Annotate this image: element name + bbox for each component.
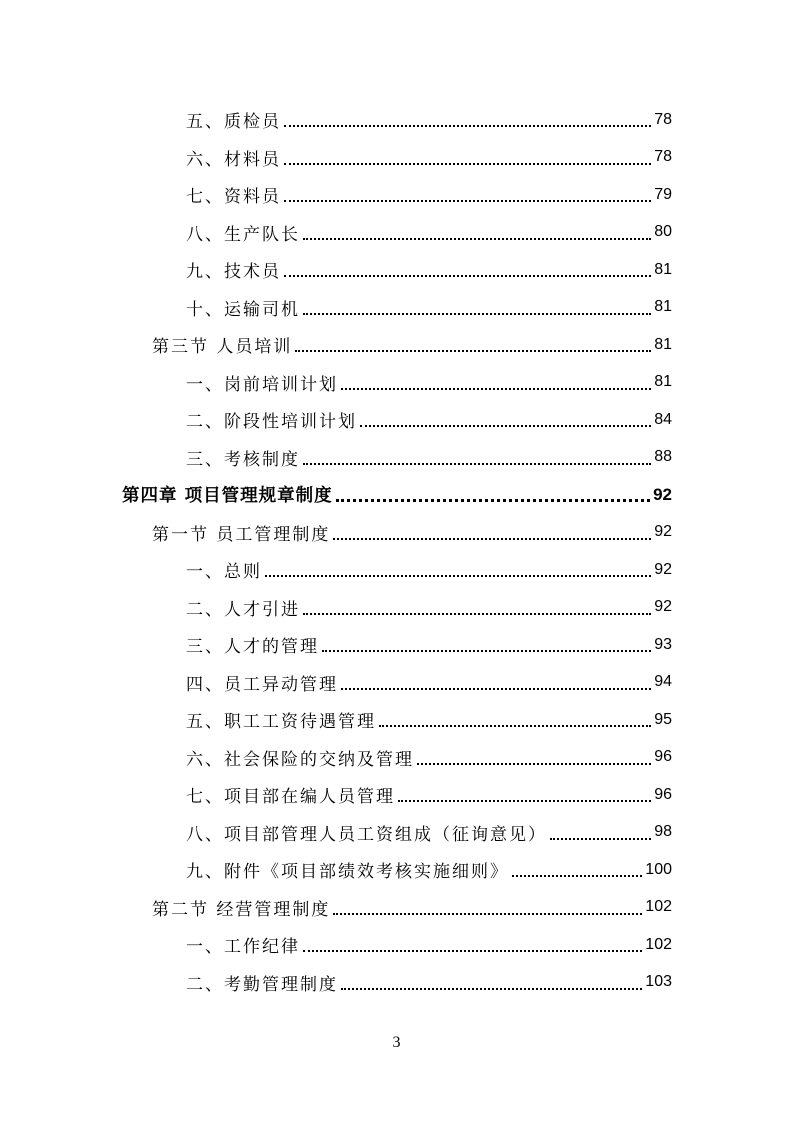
toc-dot-leader xyxy=(512,874,642,877)
toc-entry-page: 79 xyxy=(654,185,672,203)
toc-dot-leader xyxy=(284,162,651,165)
toc-entry-page: 81 xyxy=(654,373,672,391)
toc-dot-leader xyxy=(398,799,651,802)
toc-entry-page: 92 xyxy=(654,523,672,541)
toc-entry-page: 78 xyxy=(654,148,672,166)
toc-dot-leader xyxy=(336,498,650,502)
toc-entry-title: 二、阶段性培训计划 xyxy=(186,412,357,433)
toc-entry-title: 四、员工异动管理 xyxy=(186,674,338,695)
toc-entry[interactable] xyxy=(0,401,793,439)
toc-dot-leader xyxy=(303,462,651,465)
toc-entry-page: 88 xyxy=(654,448,672,466)
toc-entry-page: 94 xyxy=(654,673,672,691)
toc-entry[interactable] xyxy=(0,626,793,664)
toc-entry-title: 一、岗前培训计划 xyxy=(186,374,338,395)
toc-entry-title: 八、项目部管理人员工资组成（征询意见） xyxy=(186,824,547,845)
toc-entry-page: 95 xyxy=(654,710,672,728)
toc-entry-title: 第三节 人员培训 xyxy=(152,337,293,358)
toc-entry-title: 六、材料员 xyxy=(186,149,281,170)
toc-dot-leader xyxy=(341,987,642,990)
toc-entry[interactable] xyxy=(0,964,793,1002)
toc-dot-leader xyxy=(360,424,651,427)
toc-entry[interactable] xyxy=(0,589,793,627)
toc-entry[interactable] xyxy=(0,101,793,139)
toc-entry-title: 九、附件《项目部绩效考核实施细则》 xyxy=(186,862,509,883)
toc-entry-title: 十、运输司机 xyxy=(186,299,300,320)
toc-dot-leader xyxy=(303,949,642,952)
toc-entry[interactable] xyxy=(0,176,793,214)
toc-entry-title: 五、质检员 xyxy=(186,112,281,133)
toc-entry-title: 一、工作纪律 xyxy=(186,937,300,958)
toc-dot-leader xyxy=(322,649,651,652)
toc-entry-page: 81 xyxy=(654,335,672,353)
toc-dot-leader xyxy=(303,612,651,615)
toc-entry[interactable] xyxy=(0,214,793,252)
toc-dot-leader xyxy=(417,762,651,765)
toc-section-entry[interactable] xyxy=(0,889,793,927)
toc-entry[interactable] xyxy=(0,664,793,702)
toc-entry-page: 98 xyxy=(654,823,672,841)
toc-entry-page: 96 xyxy=(654,748,672,766)
toc-entry-title: 三、人才的管理 xyxy=(186,637,319,658)
toc-entry-page: 102 xyxy=(645,898,672,916)
toc-entry-title: 八、生产队长 xyxy=(186,224,300,245)
toc-entry-page: 103 xyxy=(645,973,672,991)
toc-dot-leader xyxy=(303,312,651,315)
toc-entry[interactable] xyxy=(0,926,793,964)
toc-entry[interactable] xyxy=(0,251,793,289)
toc-dot-leader xyxy=(265,574,651,577)
toc-entry[interactable] xyxy=(0,364,793,402)
page-number: 3 xyxy=(392,1034,401,1051)
toc-dot-leader xyxy=(303,237,651,240)
toc-entry-title: 五、职工工资待遇管理 xyxy=(186,712,376,733)
toc-section-entry[interactable] xyxy=(0,514,793,552)
toc-entry-title: 七、项目部在编人员管理 xyxy=(186,787,395,808)
toc-entry[interactable] xyxy=(0,701,793,739)
toc-dot-leader xyxy=(284,124,651,127)
toc-entry[interactable] xyxy=(0,289,793,327)
toc-entry-title: 第四章 项目管理规章制度 xyxy=(122,486,333,507)
toc-dot-leader xyxy=(333,537,651,540)
toc-entry-page: 96 xyxy=(654,785,672,803)
toc-entry-page: 100 xyxy=(645,860,672,878)
toc-entry-title: 第二节 经营管理制度 xyxy=(152,899,331,920)
toc-entry-page: 92 xyxy=(654,598,672,616)
toc-dot-leader xyxy=(284,199,651,202)
toc-entry[interactable] xyxy=(0,814,793,852)
toc-dot-leader xyxy=(341,687,651,690)
toc-entry-title: 七、资料员 xyxy=(186,187,281,208)
toc-dot-leader xyxy=(295,349,651,352)
toc-entry-page: 102 xyxy=(645,935,672,953)
toc-entry-title: 二、人才引进 xyxy=(186,599,300,620)
toc-entry-page: 92 xyxy=(653,484,672,504)
toc-entry-title: 三、考核制度 xyxy=(186,449,300,470)
toc-entry[interactable] xyxy=(0,776,793,814)
toc-dot-leader xyxy=(550,837,651,840)
toc-entry[interactable] xyxy=(0,551,793,589)
toc-entry-title: 六、社会保险的交纳及管理 xyxy=(186,749,414,770)
toc-entry-page: 81 xyxy=(654,260,672,278)
toc-entry-page: 93 xyxy=(654,635,672,653)
toc-entry[interactable] xyxy=(0,851,793,889)
toc-dot-leader xyxy=(341,387,651,390)
toc-entry-page: 80 xyxy=(654,223,672,241)
toc-entry-title: 九、技术员 xyxy=(186,262,281,283)
toc-dot-leader xyxy=(379,724,651,727)
toc-entry-title: 一、总则 xyxy=(186,562,262,583)
toc-entry-title: 二、考勤管理制度 xyxy=(186,974,338,995)
toc-entry-title: 第一节 员工管理制度 xyxy=(152,524,331,545)
toc-entry-page: 78 xyxy=(654,110,672,128)
toc-entry-page: 81 xyxy=(654,298,672,316)
toc-chapter-entry[interactable] xyxy=(0,476,793,514)
toc-dot-leader xyxy=(284,274,651,277)
toc-entry-page: 92 xyxy=(654,560,672,578)
toc-entry[interactable] xyxy=(0,139,793,177)
table-of-contents xyxy=(0,101,793,1001)
toc-section-entry[interactable] xyxy=(0,326,793,364)
toc-entry[interactable] xyxy=(0,439,793,477)
toc-entry[interactable] xyxy=(0,739,793,777)
toc-dot-leader xyxy=(333,912,642,915)
toc-entry-page: 84 xyxy=(654,410,672,428)
